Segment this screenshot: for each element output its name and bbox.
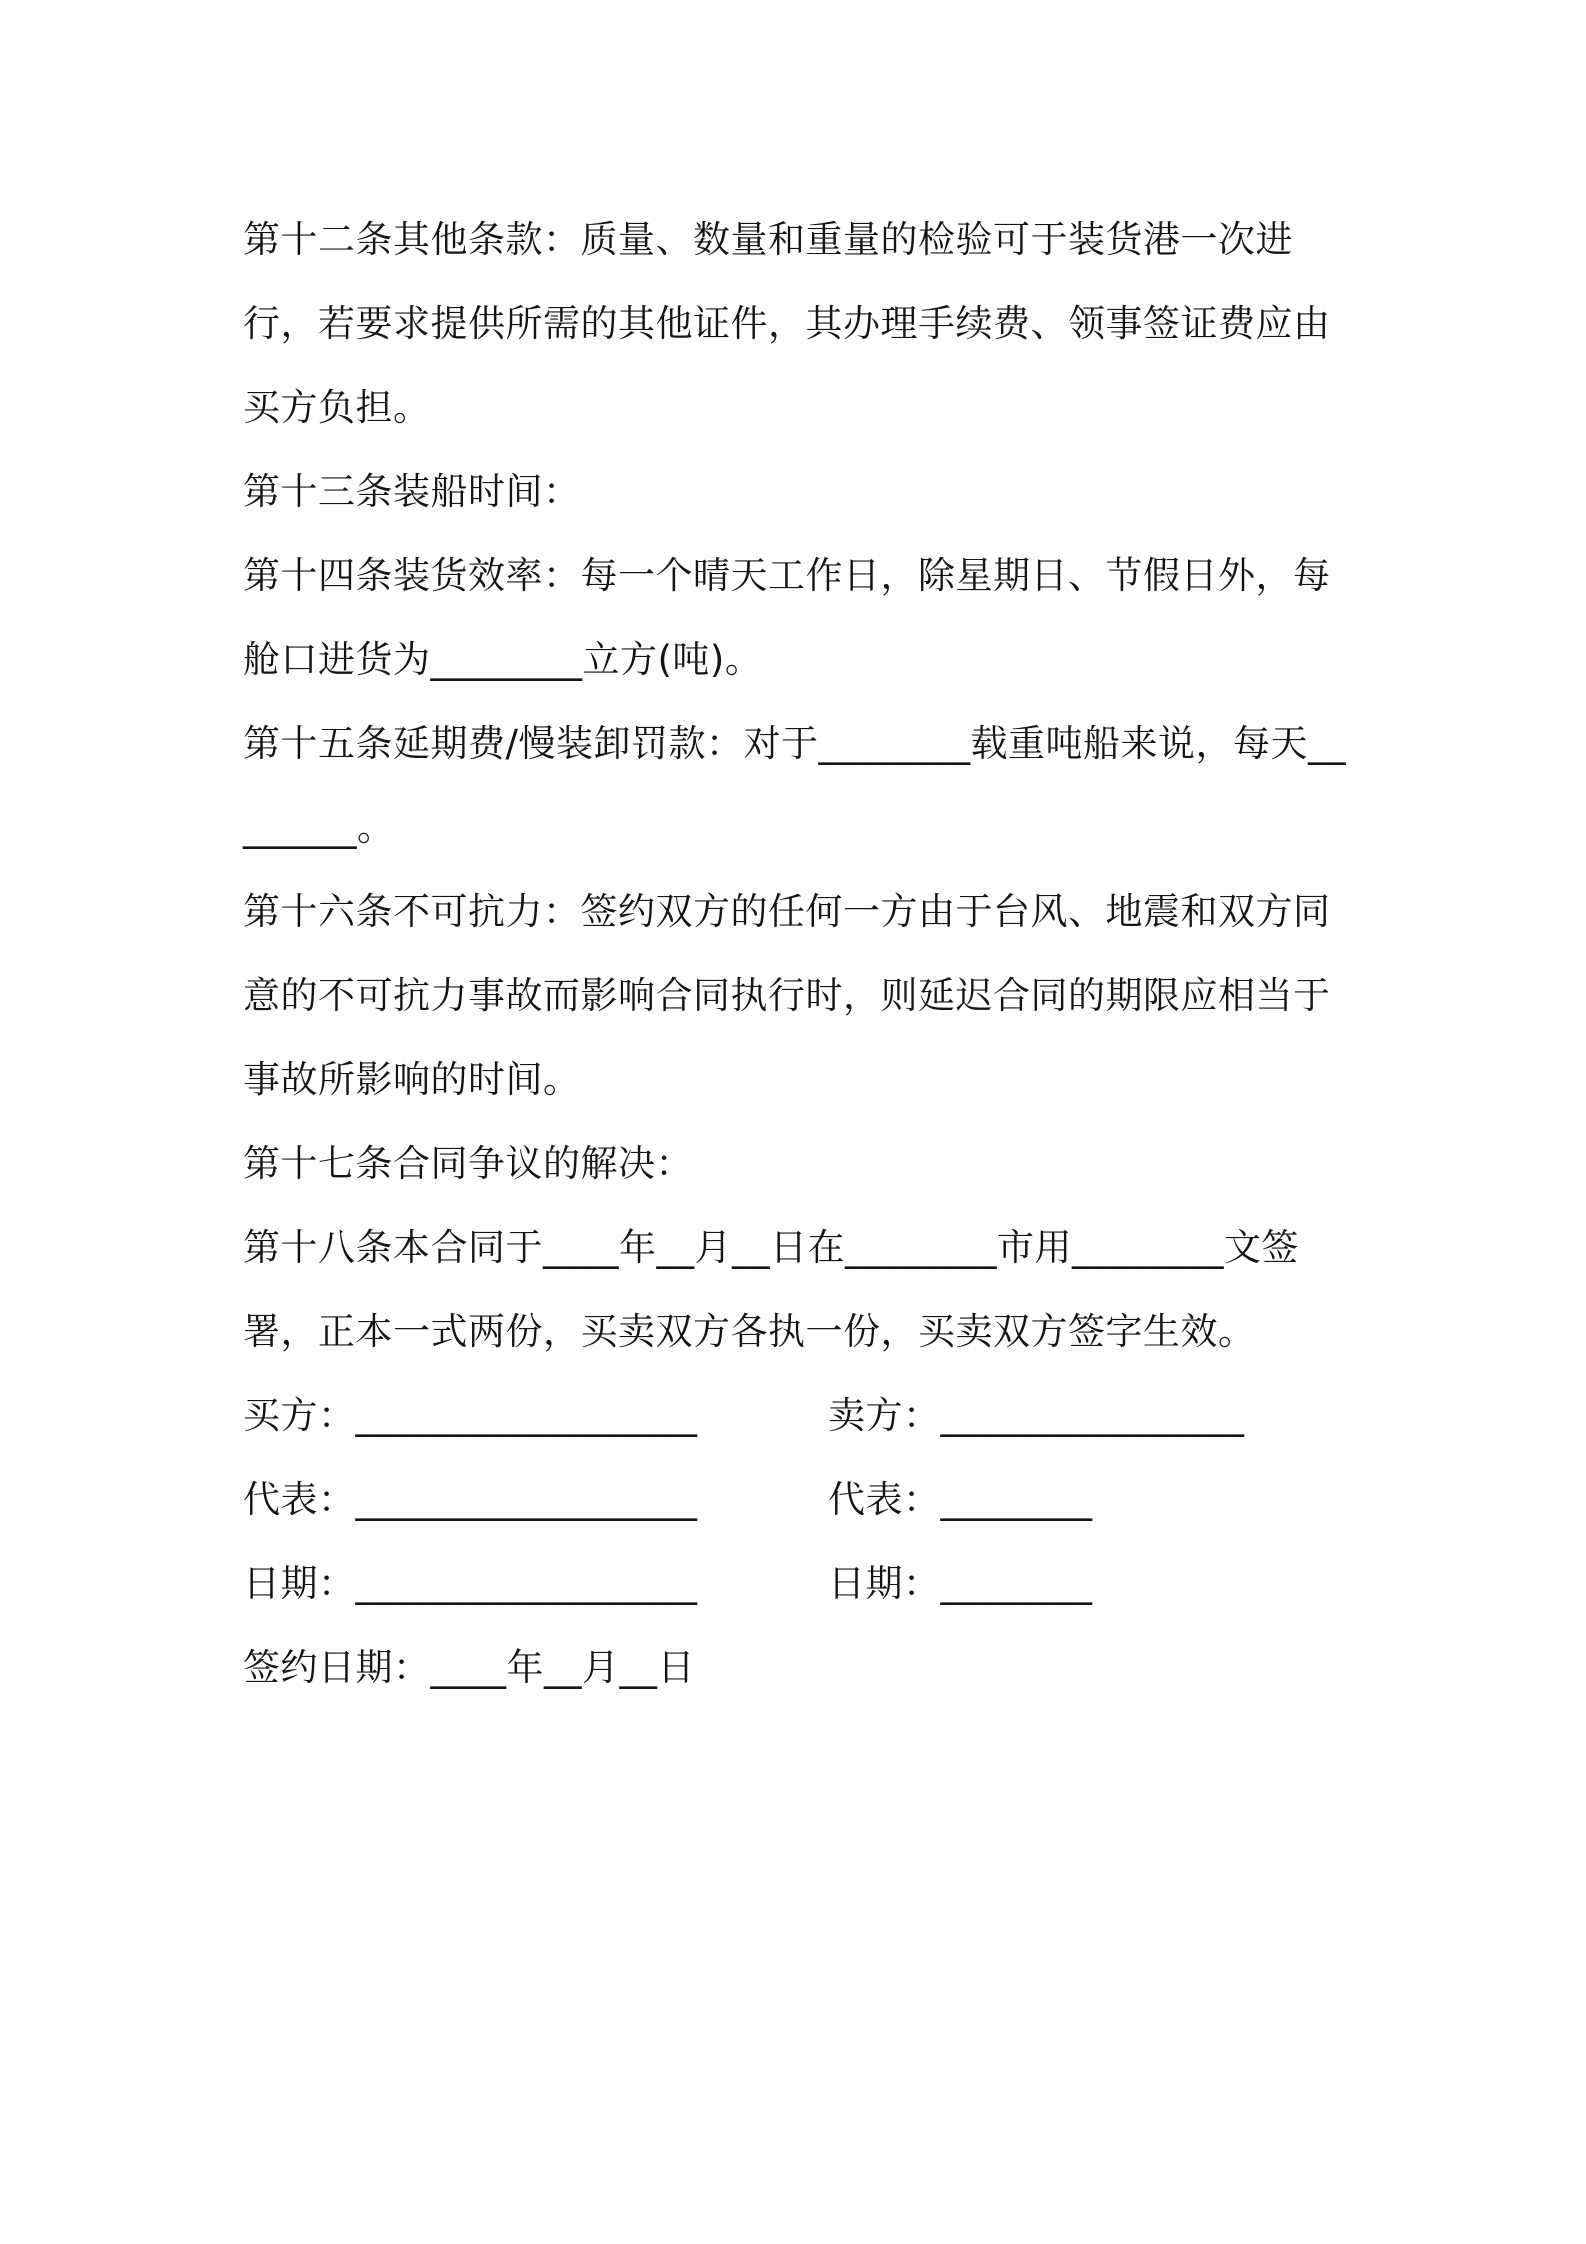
seller-date-line: 日期：________ [828,1562,1093,1605]
clause-12: 第十二条其他条款：质量、数量和重量的检验可于装货港一次进行，若要求提供所需的其他证件，其办理手续费、领事签证费应由买方负担。 [243,218,1331,429]
seller-signature-line: 卖方：________________ [828,1394,1245,1437]
clause-16: 第十六条不可抗力：签约双方的任何一方由于台风、地震和双方同意的不可抗力事故而影响合同执行时，则延迟合同的期限应相当于事故所影响的时间。 [243,890,1331,1101]
clause-17: 第十七条合同争议的解决： [243,1142,693,1185]
clause-14: 第十四条装货效率：每一个晴天工作日，除星期日、节假日外，每舱口进货为________立方(吨)。 [243,554,1331,681]
signature-row-party [243,1374,1363,1458]
contract-body [243,198,1363,1710]
signing-date-row [243,1626,1363,1710]
signature-row-representative [243,1458,1363,1542]
buyer-representative-line: 代表：__________________ [243,1478,698,1521]
clause-18: 第十八条本合同于____年__月__日在________市用________文签署，正本一式两份，买卖双方各执一份，买卖双方签字生效。 [243,1226,1299,1353]
signature-row-date [243,1542,1363,1626]
seller-representative-line: 代表：________ [828,1478,1093,1521]
signing-date-line: 签约日期：____年__月__日 [243,1646,695,1689]
buyer-date-line: 日期：__________________ [243,1562,698,1605]
clause-13: 第十三条装船时间： [243,470,581,513]
buyer-signature-line: 买方：__________________ [243,1394,698,1437]
clause-15: 第十五条延期费/慢装卸罚款：对于________载重吨船来说，每天________。 [243,722,1346,849]
